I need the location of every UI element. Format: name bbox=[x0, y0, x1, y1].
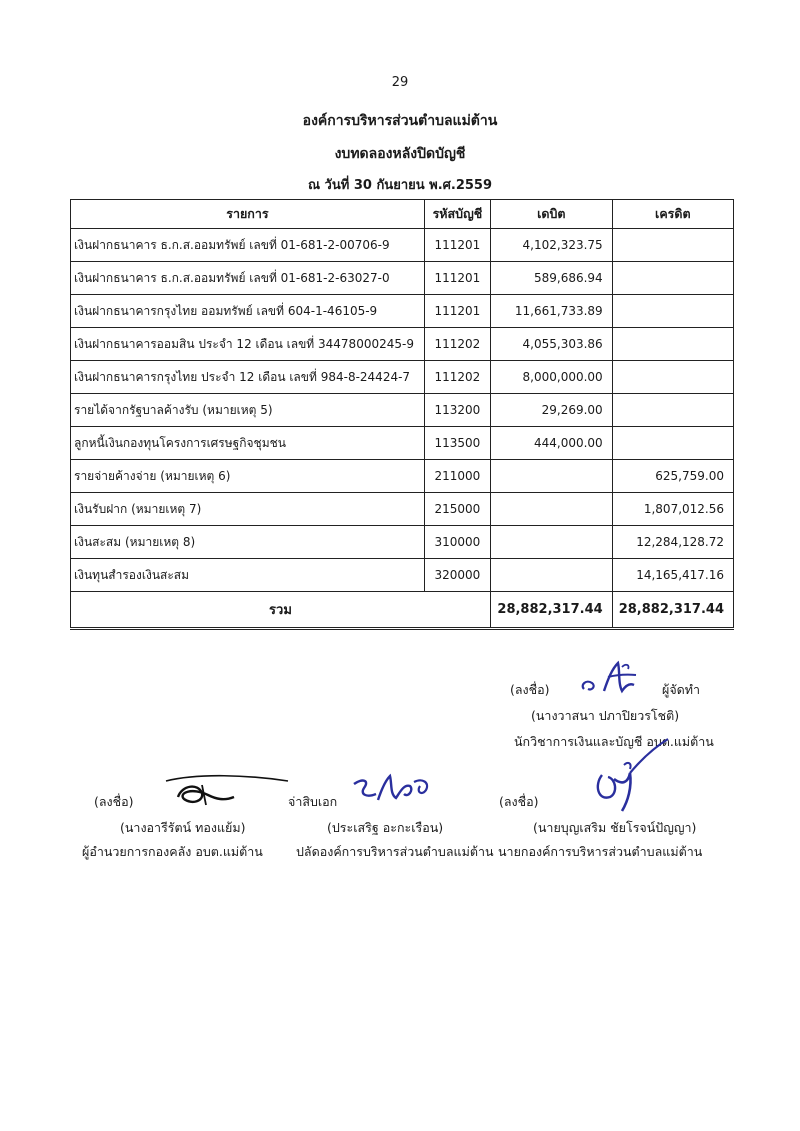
row-code: 113500 bbox=[424, 427, 490, 460]
row-item: เงินทุนสำรองเงินสะสม bbox=[71, 559, 425, 592]
finance-director-position: ผู้อำนวยการกองคลัง อบต.แม่ต้าน bbox=[82, 844, 263, 859]
table-header-row bbox=[71, 200, 734, 229]
header-credit: เครดิต bbox=[612, 200, 733, 229]
document-title: งบทดลองหลังปิดบัญชี bbox=[334, 146, 466, 162]
row-debit bbox=[490, 526, 612, 559]
row-code: 215000 bbox=[424, 493, 490, 526]
chief-signature-icon bbox=[588, 735, 678, 817]
row-item: ลูกหนี้เงินกองทุนโครงการเศรษฐกิจชุมชน bbox=[71, 427, 425, 460]
row-item: เงินฝากธนาคารกรุงไทย ออมทรัพย์ เลขที่ 604-1-46105-9 bbox=[71, 295, 425, 328]
row-debit: 444,000.00 bbox=[490, 427, 612, 460]
finance-director-name: (นางอารีรัตน์ ทองแย้ม) bbox=[120, 820, 246, 835]
preparer-role: ผู้จัดทำ bbox=[662, 682, 701, 697]
row-item: เงินฝากธนาคารออมสิน ประจำ 12 เดือน เลขที่ 34478000245-9 bbox=[71, 328, 425, 361]
row-code: 111201 bbox=[424, 295, 490, 328]
row-item: เงินฝากธนาคาร ธ.ก.ส.ออมทรัพย์ เลขที่ 01-681-2-63027-0 bbox=[71, 262, 425, 295]
header-item: รายการ bbox=[71, 200, 425, 229]
deputy-rank: จ่าสิบเอก bbox=[288, 794, 338, 809]
organization-name: องค์การบริหารส่วนตำบลแม่ต้าน bbox=[302, 113, 498, 129]
total-debit: 28,882,317.44 bbox=[490, 592, 612, 629]
table-row bbox=[71, 427, 734, 460]
table-row bbox=[71, 328, 734, 361]
row-credit bbox=[612, 295, 733, 328]
row-item: รายได้จากรัฐบาลค้างรับ (หมายเหตุ 5) bbox=[71, 394, 425, 427]
preparer-name: (นางวาสนา ปภาปิยวรโชติ) bbox=[531, 708, 680, 723]
row-credit: 12,284,128.72 bbox=[612, 526, 733, 559]
row-code: 111202 bbox=[424, 361, 490, 394]
row-credit: 625,759.00 bbox=[612, 460, 733, 493]
row-code: 211000 bbox=[424, 460, 490, 493]
chief-name: (นายบุญเสริม ชัยโรจน์ปัญญา) bbox=[533, 820, 697, 835]
table-row bbox=[71, 295, 734, 328]
table-row bbox=[71, 493, 734, 526]
deputy-name: (ประเสริฐ อะกะเรือน) bbox=[327, 820, 444, 835]
row-credit: 1,807,012.56 bbox=[612, 493, 733, 526]
row-item: เงินฝากธนาคาร ธ.ก.ส.ออมทรัพย์ เลขที่ 01-681-2-00706-9 bbox=[71, 229, 425, 262]
row-credit bbox=[612, 262, 733, 295]
row-credit: 14,165,417.16 bbox=[612, 559, 733, 592]
header-debit: เดบิต bbox=[490, 200, 612, 229]
row-item: รายจ่ายค้างจ่าย (หมายเหตุ 6) bbox=[71, 460, 425, 493]
chief-sign-prefix: (ลงชื่อ) bbox=[499, 794, 539, 809]
preparer-sign-prefix: (ลงชื่อ) bbox=[510, 682, 550, 697]
total-label: รวม bbox=[71, 592, 491, 629]
total-row bbox=[71, 592, 734, 629]
row-credit bbox=[612, 394, 733, 427]
header-code: รหัสบัญชี bbox=[424, 200, 490, 229]
row-debit bbox=[490, 493, 612, 526]
table-row bbox=[71, 361, 734, 394]
row-debit: 4,055,303.86 bbox=[490, 328, 612, 361]
row-code: 111201 bbox=[424, 262, 490, 295]
row-debit: 8,000,000.00 bbox=[490, 361, 612, 394]
trial-balance-table bbox=[70, 199, 734, 630]
row-code: 111202 bbox=[424, 328, 490, 361]
table-row bbox=[71, 460, 734, 493]
row-code: 113200 bbox=[424, 394, 490, 427]
table-row bbox=[71, 262, 734, 295]
row-debit: 4,102,323.75 bbox=[490, 229, 612, 262]
row-code: 310000 bbox=[424, 526, 490, 559]
row-credit bbox=[612, 328, 733, 361]
table-row bbox=[71, 559, 734, 592]
row-code: 320000 bbox=[424, 559, 490, 592]
total-credit: 28,882,317.44 bbox=[612, 592, 733, 629]
row-debit: 589,686.94 bbox=[490, 262, 612, 295]
table-row bbox=[71, 526, 734, 559]
deputy-signature-icon bbox=[350, 770, 440, 808]
finance-director-signature-icon bbox=[158, 767, 293, 812]
preparer-position: นักวิชาการเงินและบัญชี อบต.แม่ต้าน bbox=[514, 734, 714, 749]
row-item: เงินรับฝาก (หมายเหตุ 7) bbox=[71, 493, 425, 526]
row-debit bbox=[490, 559, 612, 592]
table-row bbox=[71, 394, 734, 427]
row-item: เงินสะสม (หมายเหตุ 8) bbox=[71, 526, 425, 559]
table-row bbox=[71, 229, 734, 262]
date-line: ณ วันที่ 30 กันยายน พ.ศ.2559 bbox=[307, 178, 493, 193]
preparer-signature-icon bbox=[578, 655, 658, 697]
deputy-position: ปลัดองค์การบริหารส่วนตำบลแม่ต้าน bbox=[296, 844, 494, 859]
row-debit: 29,269.00 bbox=[490, 394, 612, 427]
row-credit bbox=[612, 229, 733, 262]
page-number: 29 bbox=[391, 75, 409, 90]
row-credit bbox=[612, 427, 733, 460]
row-item: เงินฝากธนาคารกรุงไทย ประจำ 12 เดือน เลขที่ 984-8-24424-7 bbox=[71, 361, 425, 394]
finance-director-sign-prefix: (ลงชื่อ) bbox=[94, 794, 134, 809]
chief-position: นายกองค์การบริหารส่วนตำบลแม่ต้าน bbox=[498, 844, 703, 859]
row-credit bbox=[612, 361, 733, 394]
row-debit bbox=[490, 460, 612, 493]
row-debit: 11,661,733.89 bbox=[490, 295, 612, 328]
row-code: 111201 bbox=[424, 229, 490, 262]
